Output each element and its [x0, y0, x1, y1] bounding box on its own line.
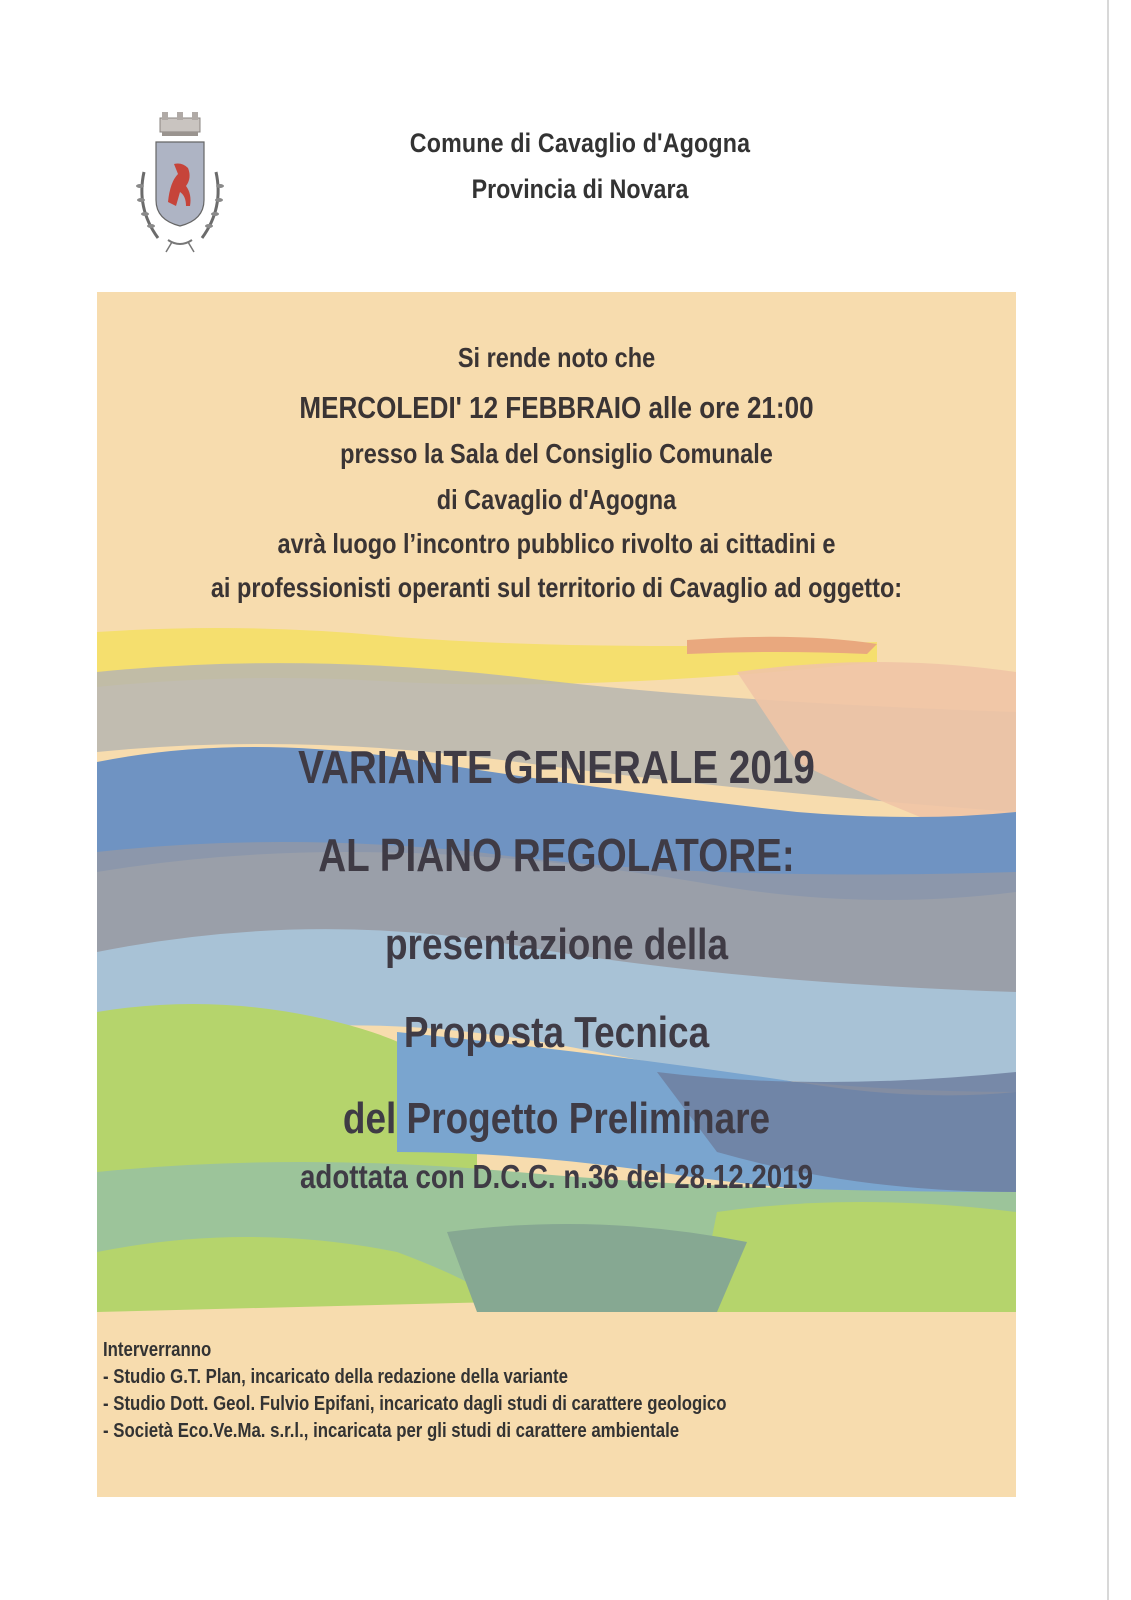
adoption-line: adottata con D.C.C. n.36 del 28.12.2019	[299, 1158, 814, 1195]
letterhead	[0, 0, 1131, 260]
intro-line-1: Si rende noto che	[457, 342, 656, 373]
speaker-item: - Studio G.T. Plan, incaricato della redazione della variante	[103, 1366, 568, 1388]
venue-town-line: di Cavaglio d'Agogna	[436, 484, 677, 515]
speaker-item: - Studio Dott. Geol. Fulvio Epifani, incaricato dagli studi di carattere geologico	[103, 1393, 727, 1415]
scan-edge-line	[1107, 0, 1109, 1600]
provincia-name: Provincia di Novara	[471, 174, 689, 204]
event-date-line: MERCOLEDI' 12 FEBBRAIO alle ore 21:00	[299, 390, 814, 425]
municipal-crest-icon	[128, 112, 232, 254]
speaker-item: - Società Eco.Ve.Ma. s.r.l., incaricata per gli studi di carattere ambientale	[103, 1420, 680, 1442]
subject-title-2: AL PIANO REGOLATORE:	[318, 829, 795, 881]
announcement-poster	[97, 292, 1016, 1497]
speakers-heading: Interverranno	[103, 1339, 212, 1361]
speakers-list	[103, 1337, 859, 1445]
intro-line-6: ai professionisti operanti sul territorio di Cavaglio ad oggetto:	[210, 572, 903, 603]
subject-title-1: VARIANTE GENERALE 2019	[298, 741, 815, 793]
subject-line-4: Proposta Tecnica	[403, 1008, 710, 1057]
subject-line-3: presentazione della	[384, 920, 729, 969]
venue-line: presso la Sala del Consiglio Comunale	[340, 438, 773, 469]
subject-line-5: del Progetto Preliminare	[342, 1094, 771, 1143]
landscape-waves-background	[97, 292, 1016, 1497]
comune-name: Comune di Cavaglio d'Agogna	[409, 128, 751, 158]
intro-line-5: avrà luogo l’incontro pubblico rivolto ai cittadini e	[277, 528, 836, 559]
